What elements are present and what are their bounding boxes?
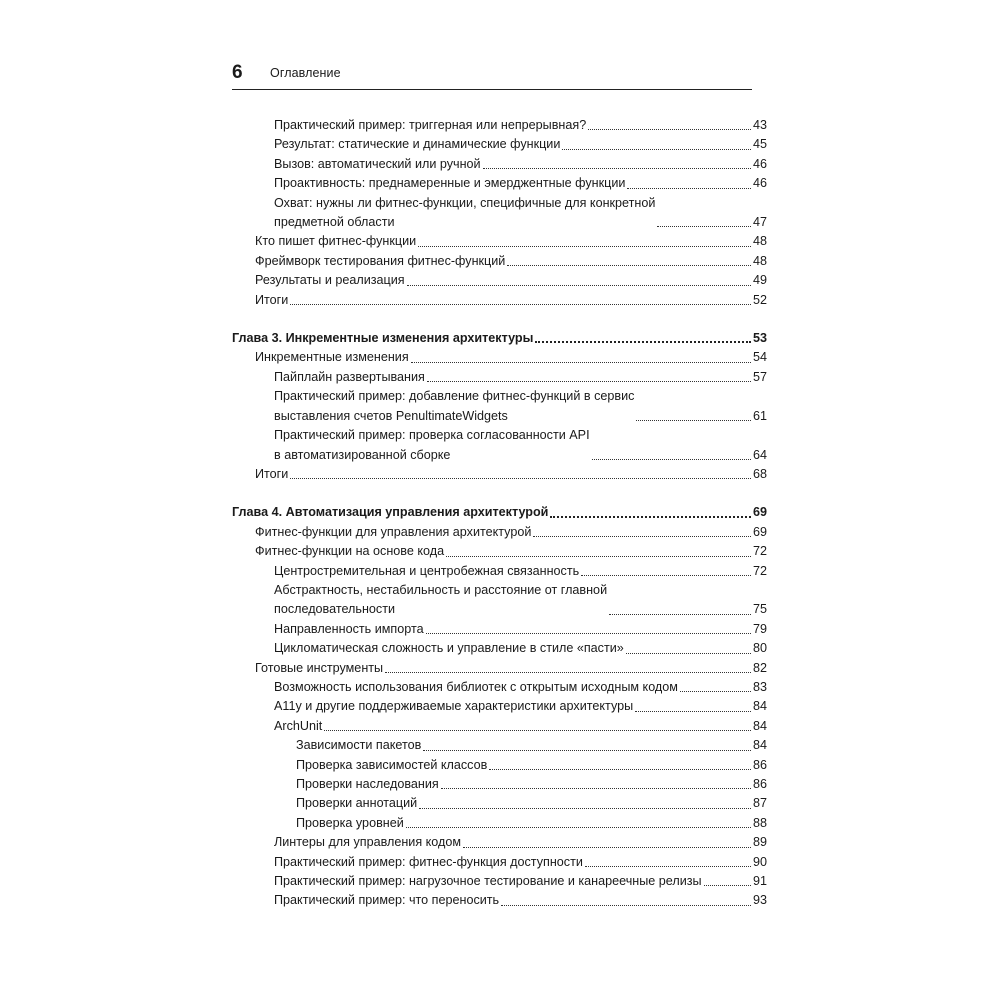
toc-entry[interactable] <box>232 155 767 174</box>
toc-entry-page: 43 <box>752 118 767 132</box>
toc-entry-page: 75 <box>752 602 767 617</box>
dot-leader <box>419 808 751 809</box>
dot-leader <box>489 769 751 770</box>
toc-entry-title: Охват: нужны ли фитнес-функции, специфичные для конкретной предметной области <box>274 195 656 230</box>
toc-entry[interactable] <box>232 697 767 716</box>
table-of-contents <box>232 116 767 911</box>
toc-entry[interactable] <box>232 387 767 426</box>
toc-entry-title: Зависимости пакетов <box>296 738 422 753</box>
dot-leader <box>446 556 751 557</box>
toc-entry-title: Фитнес-функции для управления архитектурой <box>255 524 532 539</box>
toc-entry-title: Практический пример: нагрузочное тестирование и канареечные релизы <box>274 874 702 889</box>
toc-entry-title: Инкрементные изменения <box>255 350 409 365</box>
toc-entry-page: 72 <box>752 563 767 578</box>
toc-entry-title: Итоги <box>255 466 289 481</box>
toc-entry[interactable] <box>232 368 767 387</box>
toc-entry[interactable] <box>232 659 767 678</box>
toc-entry[interactable] <box>232 194 767 233</box>
toc-entry-page: 46 <box>752 156 767 171</box>
dot-leader <box>418 246 751 247</box>
toc-entry-page: 54 <box>752 350 767 365</box>
dot-leader <box>427 381 751 382</box>
toc-entry-title: Направленность импорта <box>274 621 424 636</box>
toc-entry-page: 46 <box>752 176 767 191</box>
toc-entry-page: 80 <box>752 641 767 656</box>
toc-entry-title: Вызов: автоматический или ручной <box>274 156 481 171</box>
toc-entry-title: Возможность использования библиотек с открытым исходным кодом <box>274 679 678 694</box>
toc-entry-title: Практический пример: триггерная или непрерывная? <box>274 118 587 132</box>
toc-entry-page: 84 <box>752 718 767 733</box>
dot-leader <box>535 341 751 343</box>
dot-leader <box>562 149 751 150</box>
toc-entry-title: Готовые инструменты <box>255 660 384 675</box>
toc-entry-page: 64 <box>752 447 767 462</box>
toc-entry-page: 68 <box>752 466 767 481</box>
dot-leader <box>626 653 751 654</box>
toc-entry-title: Практический пример: фитнес-функция доступности <box>274 854 583 869</box>
page-header <box>232 64 752 86</box>
toc-entry-page: 48 <box>752 253 767 268</box>
dot-leader <box>680 691 751 692</box>
dot-leader <box>550 516 751 518</box>
toc-entry-title: Фреймворк тестирования фитнес-функций <box>255 253 506 268</box>
toc-entry-title: Пайплайн развертывания <box>274 369 425 384</box>
toc-entry-title: A11y и другие поддерживаемые характеристики архитектуры <box>274 699 634 714</box>
toc-entry-title: Практический пример: добавление фитнес-функций в сервис выставления счетов PenultimateWidgets <box>274 389 635 423</box>
toc-entry-title: Абстрактность, нестабильность и расстояние от главной последовательности <box>274 582 608 617</box>
toc-entry-title: Проактивность: преднамеренные и эмерджентные функции <box>274 176 626 191</box>
dot-leader <box>290 304 751 305</box>
toc-entry[interactable] <box>232 232 767 251</box>
toc-entry-page: 84 <box>752 699 767 714</box>
toc-entry-title: Практический пример: что переносить <box>274 893 500 908</box>
toc-entry[interactable] <box>232 891 767 910</box>
toc-entry-title: Глава 4. Автоматизация управления архитектурой <box>232 505 549 520</box>
toc-entry[interactable] <box>232 872 767 891</box>
toc-entry-page: 91 <box>752 874 767 889</box>
dot-leader <box>581 575 751 576</box>
dot-leader <box>290 478 751 479</box>
toc-entry[interactable] <box>232 426 767 465</box>
toc-entry[interactable] <box>232 562 767 581</box>
toc-entry[interactable] <box>232 135 767 154</box>
toc-entry-page: 61 <box>752 408 767 423</box>
toc-entry-page: 69 <box>752 505 767 520</box>
dot-leader <box>588 129 751 130</box>
toc-entry[interactable] <box>232 736 767 755</box>
toc-entry-title: Линтеры для управления кодом <box>274 835 462 850</box>
toc-entry[interactable] <box>232 620 767 639</box>
dot-leader <box>635 711 751 712</box>
toc-entry[interactable] <box>232 523 767 542</box>
toc-entry[interactable] <box>232 581 767 620</box>
toc-entry-title: Фитнес-функции на основе кода <box>255 544 445 559</box>
dot-leader <box>585 866 751 867</box>
toc-entry[interactable] <box>232 291 767 310</box>
dot-leader <box>407 285 751 286</box>
toc-entry-page: 86 <box>752 777 767 791</box>
header-rule <box>232 89 752 90</box>
dot-leader <box>592 459 751 460</box>
toc-entry[interactable] <box>232 717 767 736</box>
toc-entry[interactable] <box>232 252 767 271</box>
toc-entry-page: 83 <box>752 679 767 694</box>
toc-chapter-entry[interactable] <box>232 329 767 348</box>
toc-entry-title: Проверки наследования <box>296 777 439 791</box>
toc-entry-page: 45 <box>752 137 767 152</box>
dot-leader <box>636 420 751 421</box>
page-number: 6 <box>232 62 243 83</box>
toc-entry-title: Центростремительная и центробежная связанность <box>274 563 580 578</box>
dot-leader <box>385 672 751 673</box>
toc-entry-page: 47 <box>752 215 767 230</box>
toc-entry-page: 88 <box>752 815 767 830</box>
toc-entry[interactable] <box>232 116 767 135</box>
dot-leader <box>426 633 751 634</box>
toc-entry[interactable] <box>232 814 767 833</box>
toc-entry-title: Результат: статические и динамические функции <box>274 137 561 152</box>
toc-entry[interactable] <box>232 174 767 193</box>
toc-entry-page: 86 <box>752 757 767 772</box>
toc-entry-title: Проверки аннотаций <box>296 796 418 811</box>
toc-chapter-entry[interactable] <box>232 503 767 522</box>
toc-entry-page: 69 <box>752 524 767 539</box>
toc-entry-page: 53 <box>752 331 767 346</box>
toc-entry-page: 89 <box>752 835 767 850</box>
dot-leader <box>627 188 751 189</box>
toc-entry[interactable] <box>232 756 767 775</box>
toc-entry[interactable] <box>232 794 767 813</box>
toc-entry[interactable] <box>232 639 767 658</box>
dot-leader <box>501 905 751 906</box>
toc-entry[interactable] <box>232 542 767 561</box>
toc-entry-title: Глава 3. Инкрементные изменения архитектуры <box>232 331 534 346</box>
toc-entry-title: Кто пишет фитнес-функции <box>255 234 417 249</box>
dot-leader <box>441 788 751 789</box>
toc-entry-title: Итоги <box>255 292 289 307</box>
toc-entry-page: 52 <box>752 292 767 307</box>
toc-entry[interactable] <box>232 853 767 872</box>
toc-entry-title: Цикломатическая сложность и управление в стиле «пасти» <box>274 641 624 656</box>
toc-entry-page: 48 <box>752 234 767 249</box>
dot-leader <box>406 827 751 828</box>
running-head: Оглавление <box>270 66 341 80</box>
dot-leader <box>411 362 751 363</box>
toc-entry[interactable] <box>232 775 767 794</box>
toc-entry[interactable] <box>232 833 767 852</box>
toc-entry-page: 82 <box>752 660 767 675</box>
toc-entry-page: 57 <box>752 369 767 384</box>
toc-entry[interactable] <box>232 348 767 367</box>
dot-leader <box>324 730 751 731</box>
toc-entry-page: 87 <box>752 796 767 811</box>
dot-leader <box>657 226 751 227</box>
toc-entry-title: Практический пример: проверка согласованности API в автоматизированной сборке <box>274 428 590 462</box>
dot-leader <box>704 885 751 886</box>
dot-leader <box>609 614 751 615</box>
toc-entry-title: Проверка уровней <box>296 815 404 830</box>
toc-entry[interactable] <box>232 271 767 290</box>
toc-entry-title: ArchUnit <box>274 718 323 733</box>
dot-leader <box>507 265 751 266</box>
toc-entry-page: 93 <box>752 893 767 908</box>
toc-entry-page: 72 <box>752 544 767 559</box>
dot-leader <box>533 536 751 537</box>
toc-entry-title: Результаты и реализация <box>255 273 405 288</box>
toc-entry-page: 84 <box>752 738 767 753</box>
toc-entry-page: 79 <box>752 621 767 636</box>
dot-leader <box>463 847 751 848</box>
toc-entry[interactable] <box>232 678 767 697</box>
toc-entry-page: 49 <box>752 273 767 288</box>
toc-entry-page: 90 <box>752 854 767 869</box>
toc-entry[interactable] <box>232 465 767 484</box>
toc-entry-title: Проверка зависимостей классов <box>296 757 488 772</box>
dot-leader <box>423 750 751 751</box>
dot-leader <box>483 168 751 169</box>
